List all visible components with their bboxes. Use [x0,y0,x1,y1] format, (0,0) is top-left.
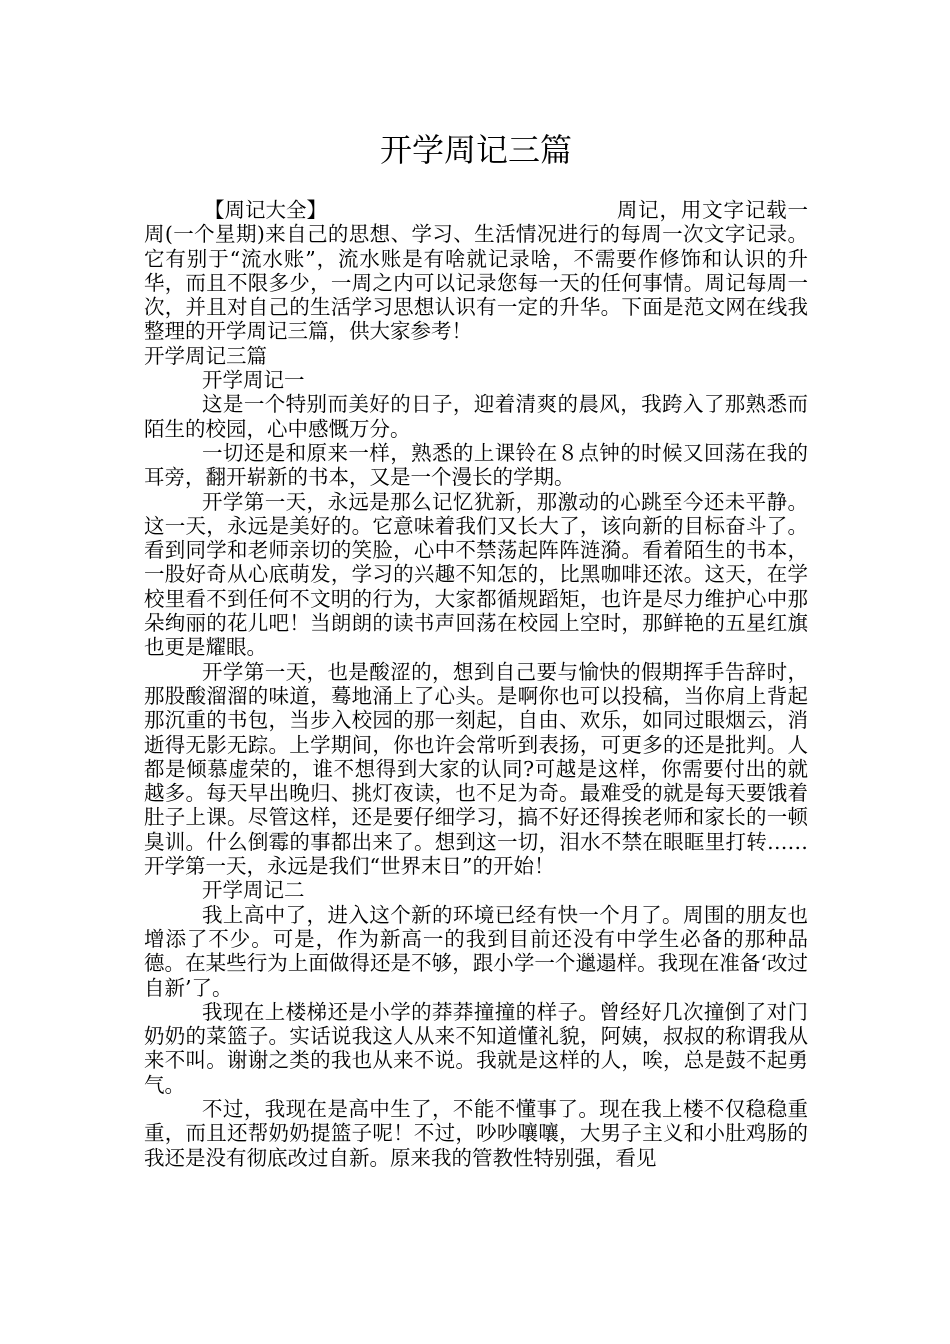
paragraph-3: 开学第一天，永远是那么记忆犹新，那激动的心跳至今还未平静。这一天，永远是美好的。它意味着我们又长大了，该向新的目标奋斗了。看到同学和老师亲切的笑脸，心中不禁荡起阵阵涟漪。看着陌生的书本，一股好奇从心底萌发，学习的兴趣不知怎的，比黑咖啡还浓。这天，在学校里看不到任何不文明的行为，大家都循规蹈矩，也许是尽力维护心中那朵绚丽的花儿吧！当朗朗的读书声回荡在校园上空时，那鲜艳的五星红旗也更是耀眼。 [144,489,808,660]
paragraph-7: 不过，我现在是高中生了，不能不懂事了。现在我上楼不仅稳稳重重，而且还帮奶奶提篮子呢！不过，吵吵嚷嚷，大男子主义和小肚鸡肠的我还是没有彻底改过自新。原来我的管教性特别强，看见 [144,1096,808,1170]
paragraph-1: 这是一个特别而美好的日子，迎着清爽的晨风，我跨入了那熟悉而陌生的校园，心中感慨万分。 [144,392,808,441]
intro-text: 周记，用文字记载一周(一个星期)来自己的思想、学习、生活情况进行的每周一次文字记录。它有别于“流水账”，流水账是有啥就记录啥，不需要作修饰和认识的升华，而且不限多少，一周之内可以记录您每一天的任何事情。周记每周一次，并且对自己的生活学习思想认识有一定的升华。下面是范文网在线我整理的开学周记三篇，供大家参考！ [144,198,808,344]
paragraph-6: 我现在上楼梯还是小学的莽莽撞撞的样子。曾经好几次撞倒了对门奶奶的菜篮子。实话说我这人从来不知道懂礼貌，阿姨，叔叔的称谓我从来不叫。谢谢之类的我也从来不说。我就是这样的人，唉，总是鼓不起勇气。 [144,999,808,1097]
paragraph-2: 一切还是和原来一样，熟悉的上课铃在８点钟的时候又回荡在我的耳旁，翻开崭新的书本，又是一个漫长的学期。 [144,440,808,490]
section-title: 开学周记三篇 [144,343,267,368]
heading-journal-2: 开学周记二 [202,878,305,903]
intro-tag: 【周记大全】 [204,198,327,222]
paragraph-4: 开学第一天，也是酸涩的，想到自己要与愉快的假期挥手告辞时，那股酸溜溜的味道，蓦地涌上了心头。是啊你也可以投稿，当你肩上背起那沉重的书包，当步入校园的那一刻起，自由、欢乐，如同过眼烟云，消逝得无影无踪。上学期间，你也许会常听到表扬，可更多的还是批判。人都是倾慕虚荣的，谁不想得到大家的认同?可越是这样，你需要付出的就越多。每天早出晚归、挑灯夜读，也不足为奇。最难受的就是每天要饿着肚子上课。尽管这样，还是要仔细学习，搞不好还得挨老师和家长的一顿臭训。什么倒霉的事都出来了。想到这一切，泪水不禁在眼眶里打转……开学第一天，永远是我们“世界末日”的开始！ [144,659,808,879]
document-body [144,198,808,1170]
document-page [144,0,808,1344]
intro-paragraph [144,198,808,344]
heading-journal-1: 开学周记一 [202,368,305,393]
document-title: 开学周记三篇 [379,131,572,169]
paragraph-5: 我上高中了，进入这个新的环境已经有快一个月了。周围的朋友也增添了不少。可是，作为新高一的我到目前还没有中学生必备的那种品德。在某些行为上面做得还是不够，跟小学一个邋遢样。我现在准备‘改过自新’了。 [144,902,808,1000]
